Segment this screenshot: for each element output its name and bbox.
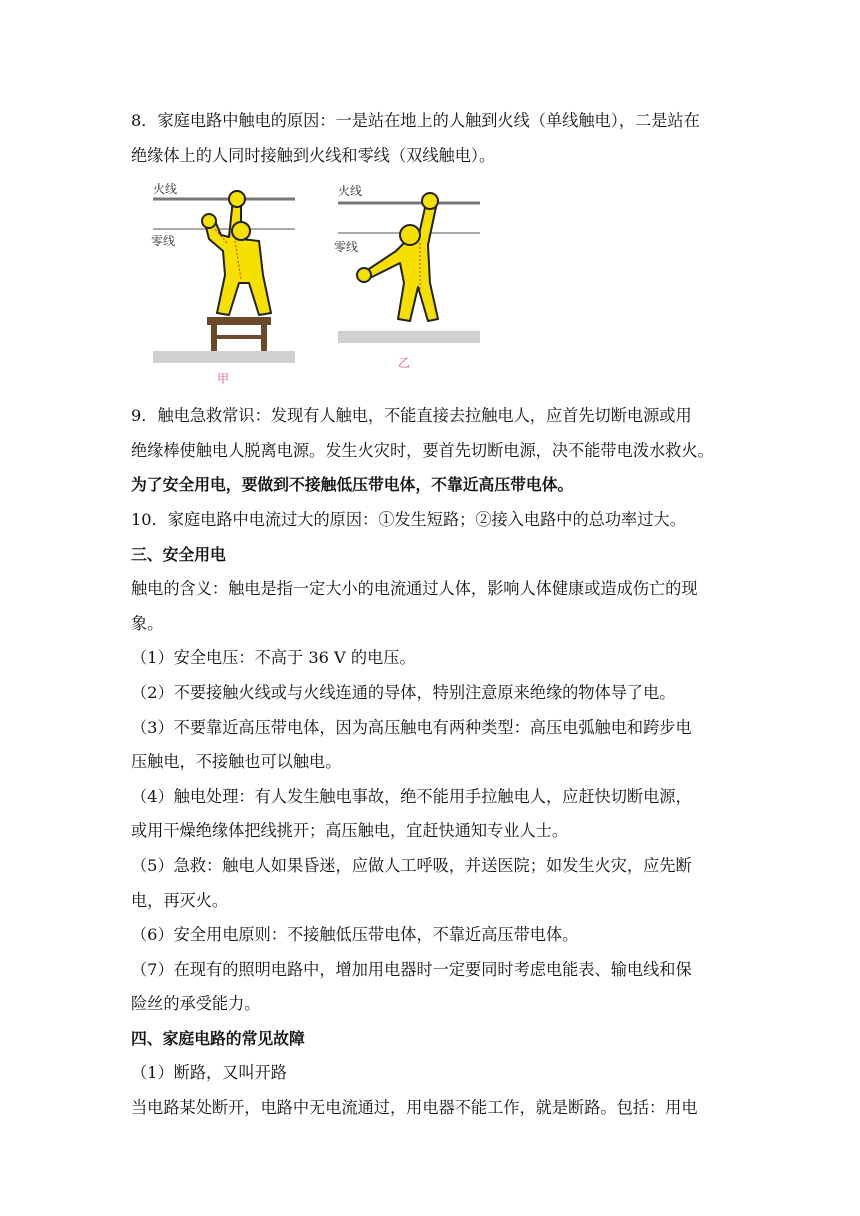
paragraph-line: 险丝的承受能力。 — [131, 994, 261, 1014]
paragraph-line: 10．家庭电路中电流过大的原因：①发生短路；②接入电路中的总功率过大。 — [131, 509, 686, 529]
paragraph-line: 触电的含义：触电是指一定大小的电流通过人体，影响人体健康或造成伤亡的现 — [131, 579, 698, 599]
double-wire-shock-illustration — [149, 179, 299, 391]
list-item: （5）急救：触电人如果昏迷，应做人工呼吸，并送医院；如发生火灾，应先断 — [131, 855, 692, 875]
list-item: （7）在现有的照明电路中，增加用电器时一定要同时考虑电能表、输电线和保 — [131, 959, 692, 979]
list-item: （1）安全电压：不高于 36 V 的电压。 — [131, 648, 416, 668]
figure-caption: 甲 — [217, 372, 230, 387]
paragraph-line: 绝缘棒使触电人脱离电源。发生火灾时，要首先切断电源，决不能带电泼水救火。 — [131, 440, 714, 460]
paragraph-line: 绝缘体上的人同时接触到火线和零线（双线触电）。 — [131, 145, 496, 165]
figure-caption: 乙 — [398, 356, 411, 371]
list-item: （6）安全用电原则：不接触低压带电体，不靠近高压带电体。 — [131, 925, 579, 945]
paragraph-line: 8．家庭电路中触电的原因：一是站在地上的人触到火线（单线触电），二是站在 — [131, 111, 700, 130]
live-wire-label: 火线 — [338, 184, 363, 199]
paragraph-line: 电，再灭火。 — [131, 890, 229, 910]
document-page — [131, 104, 731, 1126]
neutral-wire-label: 零线 — [151, 234, 176, 249]
paragraph-line: 压触电，不接触也可以触电。 — [131, 752, 342, 772]
list-item: （3）不要靠近高压带电体，因为高压触电有两种类型：高压电弧触电和跨步电 — [131, 717, 692, 737]
list-item: （1）断路，又叫开路 — [131, 1063, 287, 1083]
paragraph-line: 象。 — [131, 613, 164, 633]
paragraph-line: 当电路某处断开，电路中无电流通过，用电器不能工作，就是断路。包括：用电 — [131, 1098, 698, 1118]
paragraph-line: 9．触电急救常识：发现有人触电，不能直接去拉触电人，应首先切断电源或用 — [131, 406, 692, 426]
list-item: （2）不要接触火线或与火线连通的导体，特别注意原来绝缘的物体导了电。 — [131, 682, 676, 702]
list-item: （4）触电处理：有人发生触电事故，绝不能用手拉触电人，应赶快切断电源， — [131, 786, 692, 806]
emphasis-line: 为了安全用电，要做到不接触低压带电体，不靠近高压带电体。 — [131, 475, 574, 495]
live-wire-label: 火线 — [153, 182, 178, 197]
single-wire-shock-illustration — [334, 179, 484, 375]
section-heading: 四、家庭电路的常见故障 — [131, 1028, 305, 1048]
section-heading: 三、安全用电 — [131, 544, 226, 564]
neutral-wire-label: 零线 — [334, 240, 359, 255]
paragraph-line: 或用干燥绝缘体把线挑开；高压触电，宜赶快通知专业人士。 — [131, 821, 569, 841]
electric-shock-figure — [131, 173, 731, 399]
